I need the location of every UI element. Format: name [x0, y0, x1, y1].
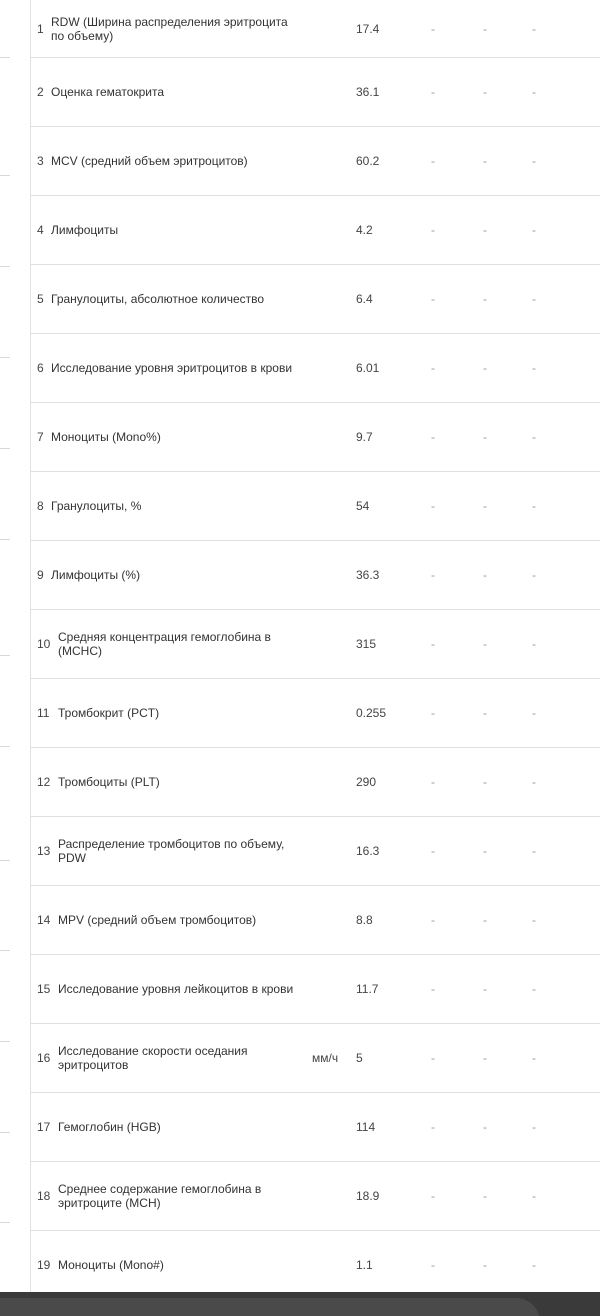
table-row[interactable] [31, 58, 600, 127]
test-name: Лимфоциты [51, 223, 119, 237]
result-value: 0.255 [356, 706, 387, 720]
result-value: 9.7 [356, 430, 373, 444]
row-number: 3 [37, 154, 44, 168]
result-value: 17.4 [356, 21, 380, 36]
reference-value-2: - [483, 1120, 487, 1134]
divider [0, 1222, 10, 1223]
reference-value-3: - [532, 292, 536, 306]
divider [0, 746, 10, 747]
row-number: 1 [37, 21, 44, 36]
divider [0, 950, 10, 951]
row-number: 7 [37, 430, 44, 444]
reference-value-2: - [483, 706, 487, 720]
reference-value-1: - [431, 775, 435, 789]
test-name: Гемоглобин (HGB) [58, 1120, 161, 1134]
row-number: 11 [37, 706, 50, 720]
reference-value-1: - [431, 706, 435, 720]
reference-value-2: - [483, 637, 487, 651]
reference-value-3: - [532, 154, 536, 168]
result-value: 16.3 [356, 844, 380, 858]
reference-value-2: - [483, 1258, 487, 1272]
divider [0, 357, 10, 358]
test-name: Гранулоциты, абсолютное количество [51, 292, 265, 306]
table-row[interactable] [31, 127, 600, 196]
reference-value-1: - [431, 1051, 435, 1065]
table-row[interactable] [31, 265, 600, 334]
lab-results-table [31, 0, 600, 1300]
table-row[interactable] [31, 334, 600, 403]
reference-value-2: - [483, 361, 487, 375]
reference-value-1: - [431, 292, 435, 306]
reference-value-2: - [483, 85, 487, 99]
reference-value-1: - [431, 844, 435, 858]
test-name: Гранулоциты, % [51, 499, 142, 513]
reference-value-3: - [532, 223, 536, 237]
test-name: Исследование уровня эритроцитов в крови [51, 361, 293, 375]
row-number: 6 [37, 361, 44, 375]
reference-value-3: - [532, 775, 536, 789]
reference-value-2: - [483, 154, 487, 168]
divider [0, 539, 10, 540]
table-row[interactable] [31, 0, 600, 58]
table-row[interactable] [31, 472, 600, 541]
row-number: 16 [37, 1051, 51, 1065]
row-number: 17 [37, 1120, 51, 1134]
reference-value-2: - [483, 913, 487, 927]
reference-value-3: - [532, 85, 536, 99]
reference-value-3: - [532, 21, 536, 36]
result-value: 60.2 [356, 154, 380, 168]
divider [0, 1041, 10, 1042]
result-value: 5 [356, 1051, 363, 1065]
test-name: RDW (Ширина распределения эритроцита по объему) [51, 14, 288, 43]
table-row[interactable] [31, 610, 600, 679]
reference-value-2: - [483, 499, 487, 513]
test-name: Распределение тромбоцитов по объему, PDW [58, 837, 285, 865]
table-row[interactable] [31, 1024, 600, 1093]
table-row[interactable] [31, 403, 600, 472]
divider [0, 655, 10, 656]
row-number: 10 [37, 637, 51, 651]
reference-value-1: - [431, 430, 435, 444]
reference-value-3: - [532, 568, 536, 582]
result-value: 114 [356, 1120, 376, 1134]
reference-value-1: - [431, 1189, 435, 1203]
left-column-edge [0, 0, 31, 1292]
result-value: 6.01 [356, 361, 380, 375]
unit-cell: мм/ч [312, 1051, 339, 1065]
table-row[interactable] [31, 1231, 600, 1300]
row-number: 9 [37, 568, 44, 582]
test-name: MCV (средний объем эритроцитов) [51, 154, 248, 168]
result-value: 11.7 [356, 982, 379, 996]
table-row[interactable] [31, 748, 600, 817]
test-name: Моноциты (Mono#) [58, 1258, 164, 1272]
test-name: Среднее содержание гемоглобина в эритроците (MCH) [58, 1182, 262, 1210]
row-number: 14 [37, 913, 51, 927]
reference-value-1: - [431, 223, 435, 237]
reference-value-1: - [431, 85, 435, 99]
reference-value-3: - [532, 1189, 536, 1203]
test-name: Исследование уровня лейкоцитов в крови [58, 982, 294, 996]
reference-value-1: - [431, 1258, 435, 1272]
table-row[interactable] [31, 541, 600, 610]
reference-value-2: - [483, 844, 487, 858]
reference-value-3: - [532, 499, 536, 513]
row-number: 2 [37, 85, 44, 99]
reference-value-2: - [483, 223, 487, 237]
reference-value-1: - [431, 913, 435, 927]
reference-value-1: - [431, 499, 435, 513]
bottom-sheet-handle[interactable] [0, 1298, 540, 1316]
row-number: 4 [37, 223, 44, 237]
reference-value-3: - [532, 982, 536, 996]
result-value: 6.4 [356, 292, 373, 306]
reference-value-3: - [532, 1051, 536, 1065]
reference-value-1: - [431, 568, 435, 582]
divider [0, 1132, 10, 1133]
reference-value-3: - [532, 706, 536, 720]
table-row[interactable] [31, 679, 600, 748]
reference-value-1: - [431, 21, 435, 36]
table-row[interactable] [31, 1162, 600, 1231]
result-value: 18.9 [356, 1189, 380, 1203]
test-name: Средняя концентрация гемоглобина в (MCHC) [58, 630, 271, 658]
divider [0, 175, 10, 176]
test-name: Оценка гематокрита [51, 85, 165, 99]
bottom-navigation-bar [0, 1292, 600, 1316]
result-value: 36.3 [356, 568, 380, 582]
table-row[interactable] [31, 817, 600, 886]
reference-value-2: - [483, 982, 487, 996]
table-row[interactable] [31, 196, 600, 265]
reference-value-3: - [532, 1258, 536, 1272]
row-number: 13 [37, 844, 51, 858]
reference-value-3: - [532, 1120, 536, 1134]
test-name: Исследование скорости оседания эритроцитов [58, 1044, 248, 1072]
row-number: 19 [37, 1258, 51, 1272]
result-value: 54 [356, 499, 370, 513]
reference-value-2: - [483, 21, 487, 36]
divider [0, 860, 10, 861]
row-number: 5 [37, 292, 44, 306]
reference-value-2: - [483, 430, 487, 444]
reference-value-1: - [431, 1120, 435, 1134]
reference-value-2: - [483, 775, 487, 789]
reference-value-3: - [532, 430, 536, 444]
reference-value-1: - [431, 154, 435, 168]
reference-value-2: - [483, 568, 487, 582]
row-number: 12 [37, 775, 51, 789]
divider [0, 57, 10, 58]
reference-value-2: - [483, 1051, 487, 1065]
divider [0, 448, 10, 449]
row-number: 8 [37, 499, 44, 513]
result-value: 8.8 [356, 913, 373, 927]
reference-value-3: - [532, 361, 536, 375]
result-value: 36.1 [356, 85, 380, 99]
row-number: 18 [37, 1189, 51, 1203]
result-value: 290 [356, 775, 377, 789]
reference-value-3: - [532, 913, 536, 927]
row-number: 15 [37, 982, 51, 996]
result-value: 1.1 [356, 1258, 373, 1272]
divider [0, 266, 10, 267]
test-name: Моноциты (Mono%) [51, 430, 161, 444]
table-row[interactable] [31, 1093, 600, 1162]
reference-value-1: - [431, 361, 435, 375]
reference-value-2: - [483, 1189, 487, 1203]
table-row[interactable] [31, 955, 600, 1024]
result-value: 4.2 [356, 223, 373, 237]
test-name: Тромбокрит (PCT) [58, 706, 160, 720]
reference-value-3: - [532, 637, 536, 651]
reference-value-1: - [431, 637, 435, 651]
test-name: Тромбоциты (PLT) [58, 775, 160, 789]
reference-value-3: - [532, 844, 536, 858]
test-name: Лимфоциты (%) [51, 568, 141, 582]
reference-value-2: - [483, 292, 487, 306]
result-value: 315 [356, 637, 377, 651]
reference-value-1: - [431, 982, 435, 996]
table-row[interactable] [31, 886, 600, 955]
test-name: MPV (средний объем тромбоцитов) [58, 913, 257, 927]
